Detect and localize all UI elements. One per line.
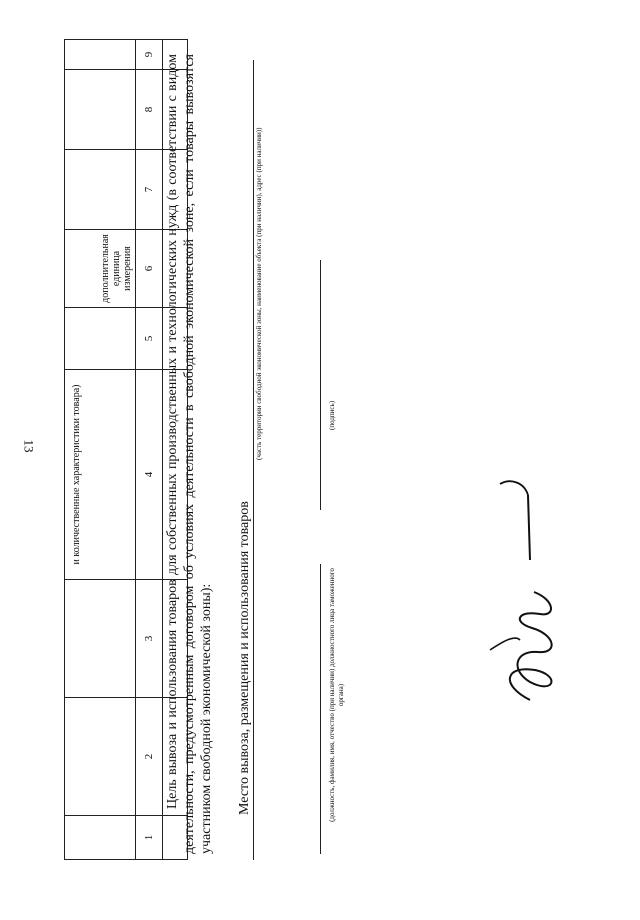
place-label: Место вывоза, размещения и использования товаров (237, 501, 252, 815)
table-header-row (65, 40, 136, 860)
column-number: 6 (136, 230, 163, 308)
official-caption: (должность, фамилия, имя, отчество (при наличии) должностного лица таможенного органа) (328, 568, 345, 822)
column-number: 5 (136, 308, 163, 370)
column-number: 8 (136, 70, 163, 150)
place-fill-line (253, 60, 254, 860)
header-cell-7 (65, 150, 136, 230)
purpose-paragraph: Цель вывоза и использования товаров для собственных производственных и технологических нужд (в соответствии с видом деятельности, предусмотренным договором об условиях деятельности в свободной экономической зоне, если товары вывозятся участником свободной экономической зоны): (165, 54, 214, 854)
column-number: 3 (136, 580, 163, 698)
column-number-row (136, 40, 163, 860)
header-cell-2 (65, 698, 136, 816)
rotated-content (40, 40, 640, 860)
official-fill-line (320, 564, 321, 854)
column-number: 1 (136, 816, 163, 860)
header-cell-4: и количественные характеристики товара) (65, 370, 136, 580)
header-cell-5 (65, 308, 136, 370)
page-number: 13 (21, 439, 37, 453)
header-cell-3 (65, 580, 136, 698)
place-note: (часть территории свободной экономической зоны, наименование объекта (при наличии), адрес (при наличии)) (255, 127, 263, 460)
header-cell-1 (65, 816, 136, 860)
handwritten-signature (460, 460, 590, 710)
header-cell-8 (65, 70, 136, 150)
signature-caption: (подпись) (328, 400, 336, 430)
column-number: 9 (136, 40, 163, 70)
signature-fill-line (320, 260, 321, 510)
column-number: 2 (136, 698, 163, 816)
header-cell-9 (65, 40, 136, 70)
header-cell-6: дополнительная единица измерения (65, 230, 136, 308)
column-number: 7 (136, 150, 163, 230)
column-number: 4 (136, 370, 163, 580)
